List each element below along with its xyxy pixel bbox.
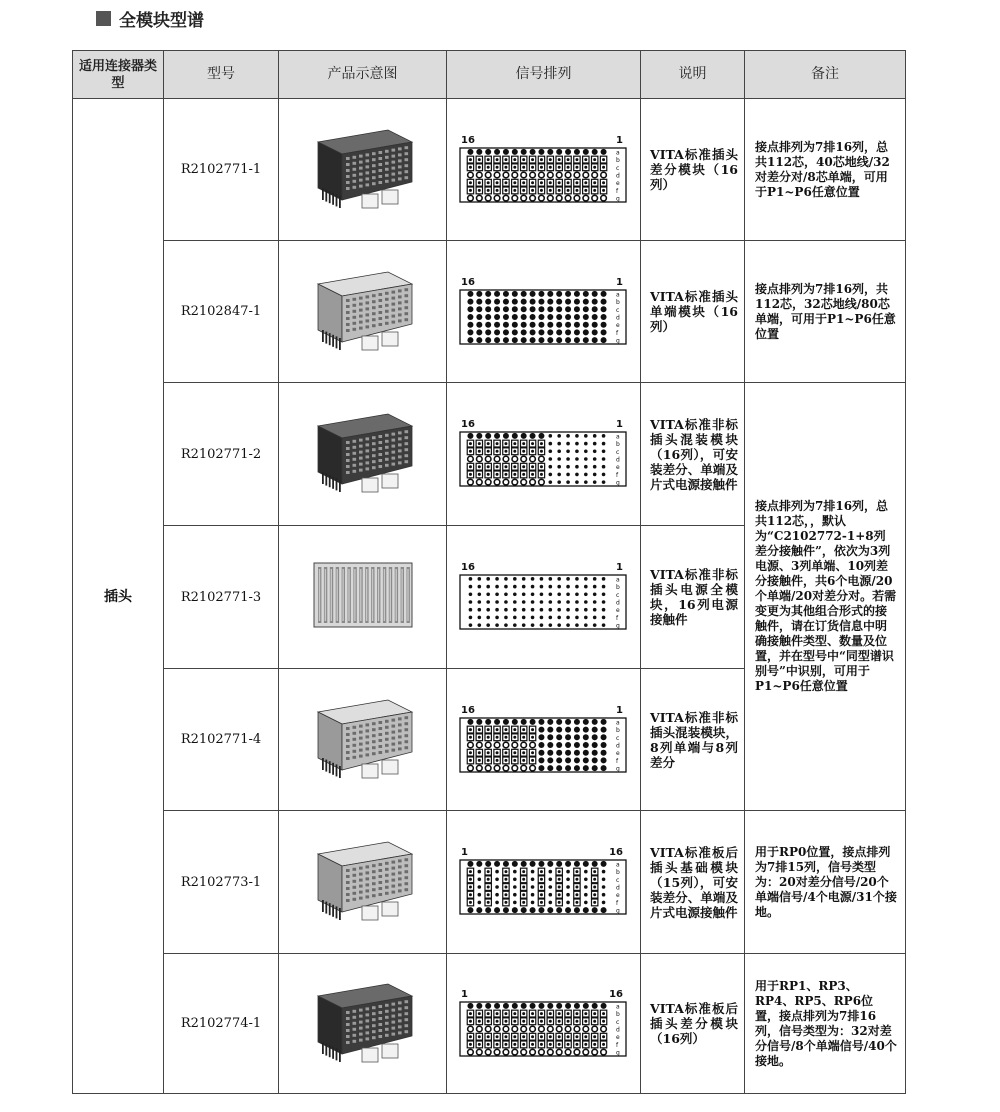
model-number: R2102771-4 [180, 732, 262, 747]
column-number-labels [459, 277, 627, 288]
model-cell [164, 811, 279, 954]
description-text: VITA标准非标插头混装模块，8列单端与8列差分 [650, 709, 738, 770]
signal-layout-cell [447, 954, 641, 1094]
header-signal: 信号排列 [447, 51, 641, 99]
pin-grid [459, 717, 629, 775]
product-image-cell [279, 241, 447, 383]
svg-text:b: b [616, 298, 620, 306]
model-number: R2102847-1 [180, 304, 262, 319]
description-cell [641, 669, 745, 811]
description-text: VITA标准板后插头基础模块（15列），可安装差分、单端及片式电源接触件 [650, 844, 738, 920]
svg-text:d: d [616, 599, 620, 607]
column-number-labels [459, 419, 627, 430]
table-row [73, 811, 906, 954]
pin-grid [459, 147, 629, 205]
connector-module-image [308, 690, 418, 786]
svg-text:b: b [616, 156, 620, 164]
remark-cell [745, 811, 906, 954]
description-cell [641, 811, 745, 954]
description-cell [641, 241, 745, 383]
table-row [73, 99, 906, 241]
connector-type-value: 插头 [104, 589, 132, 605]
model-cell [164, 669, 279, 811]
column-label-right: 1 [616, 276, 623, 288]
remark-text: 接点排列为7排16列，总共112芯，，默认为“C2102772-1+8列差分接触件”，依次为3列电源、3列单端、10列差分接触件，共6个电源/20个单端/20对差分对。若需变更为其他组合形式的接触件，请在订货信息中明确接触件类型、数量及位置，并在型号中“同型谱识别号”中识别，可用于P1~P6任意位置 [755, 499, 897, 693]
column-number-labels [459, 562, 627, 573]
description-cell [641, 383, 745, 526]
column-label-right: 16 [609, 988, 623, 1000]
column-label-left: 16 [461, 276, 475, 288]
description-text: VITA标准插头单端模块（16列） [650, 289, 738, 334]
svg-text:a: a [616, 576, 620, 584]
remark-text: 用于RP1、RP3、RP4、RP5、RP6位置，接点排列为7排16列，信号类型为：32对差分信号/8个单端信号/40个接地。 [755, 978, 897, 1068]
svg-text:c: c [616, 164, 620, 172]
svg-text:f: f [616, 614, 619, 622]
model-cell [164, 383, 279, 526]
connector-type-cell [73, 99, 164, 1094]
svg-text:f: f [616, 899, 619, 907]
svg-text:f: f [616, 187, 619, 195]
description-text: VITA标准板后插头差分模块（16列） [650, 1001, 738, 1046]
svg-text:e: e [616, 464, 620, 472]
svg-text:g: g [616, 765, 620, 773]
signal-layout-cell [447, 811, 641, 954]
table-header-row [73, 51, 906, 99]
description-text: VITA标准插头差分模块（16列） [650, 147, 738, 192]
description-cell [641, 99, 745, 241]
model-number: R2102771-2 [180, 446, 262, 462]
section-title [96, 6, 204, 30]
svg-text:e: e [616, 1033, 620, 1041]
column-label-left: 16 [461, 134, 475, 146]
header-model: 型号 [164, 51, 279, 99]
svg-text:e: e [616, 749, 620, 757]
svg-text:e: e [616, 321, 620, 329]
remark-cell [745, 99, 906, 241]
connector-module-image [308, 404, 418, 500]
connector-module-image [308, 974, 418, 1070]
model-cell [164, 241, 279, 383]
svg-text:a: a [616, 1002, 620, 1010]
svg-text:a: a [616, 148, 620, 156]
svg-text:b: b [616, 726, 620, 734]
column-number-labels [459, 705, 627, 716]
remark-cell [745, 383, 906, 811]
model-number: R2102773-1 [180, 874, 262, 890]
table-row [73, 954, 906, 1094]
column-label-right: 1 [616, 134, 623, 146]
column-number-labels [459, 989, 627, 1000]
connector-module-image [308, 120, 418, 216]
pin-grid [459, 859, 629, 917]
remark-cell [745, 954, 906, 1094]
svg-text:c: c [616, 876, 620, 884]
svg-text:g: g [616, 195, 620, 203]
connector-module-image [308, 262, 418, 358]
remark-cell [745, 241, 906, 383]
header-remarks: 备注 [745, 51, 906, 99]
column-label-left: 16 [461, 704, 475, 716]
pin-grid [459, 289, 629, 347]
description-text: VITA标准非标插头混装模块（16列），可安装差分、单端及片式电源接触件 [650, 416, 738, 492]
pin-grid [459, 574, 629, 632]
column-number-labels [459, 847, 627, 858]
svg-text:g: g [616, 907, 620, 915]
svg-text:g: g [616, 479, 620, 487]
svg-text:f: f [616, 329, 619, 337]
svg-text:g: g [616, 1049, 620, 1057]
svg-text:a: a [616, 433, 620, 441]
remark-text: 接点排列为7排16列，共112芯，32芯地线/80芯单端，可用于P1~P6任意位置 [755, 281, 896, 341]
pin-grid [459, 1001, 629, 1059]
column-label-left: 1 [461, 988, 468, 1000]
table-row [73, 383, 906, 526]
signal-layout-cell [447, 669, 641, 811]
svg-text:g: g [616, 622, 620, 630]
header-connector-type: 适用连接器类型 [73, 51, 164, 99]
header-image: 产品示意图 [279, 51, 447, 99]
model-cell [164, 954, 279, 1094]
model-cell [164, 99, 279, 241]
column-number-labels [459, 135, 627, 146]
model-cell [164, 526, 279, 669]
remark-text: 用于RP0位置，接点排列为7排15列，信号类型为：20对差分信号/20个单端信号/4个电源/31个接地。 [755, 844, 897, 919]
svg-text:f: f [616, 1041, 619, 1049]
product-image-cell [279, 526, 447, 669]
svg-text:f: f [616, 471, 619, 479]
svg-text:d: d [616, 314, 620, 321]
column-label-right: 16 [609, 847, 623, 858]
svg-text:c: c [616, 306, 620, 314]
svg-text:b: b [616, 441, 620, 449]
spec-table [72, 50, 906, 1094]
svg-text:c: c [616, 734, 620, 742]
svg-text:e: e [616, 179, 620, 187]
product-image-cell [279, 669, 447, 811]
signal-layout-cell [447, 383, 641, 526]
section-title-text: 全模块型谱 [119, 10, 204, 31]
svg-text:b: b [616, 869, 620, 877]
connector-module-image [308, 832, 418, 928]
column-label-right: 1 [616, 419, 623, 430]
column-label-right: 1 [616, 562, 623, 573]
description-cell [641, 954, 745, 1094]
svg-text:b: b [616, 584, 620, 592]
product-image-cell [279, 383, 447, 526]
svg-text:a: a [616, 290, 620, 298]
product-image-cell [279, 811, 447, 954]
svg-text:e: e [616, 607, 620, 615]
model-number: R2102774-1 [180, 1016, 262, 1031]
product-image-cell [279, 99, 447, 241]
svg-text:b: b [616, 1010, 620, 1018]
signal-layout-cell [447, 526, 641, 669]
column-label-right: 1 [616, 704, 623, 716]
svg-text:c: c [616, 591, 620, 599]
description-text: VITA标准非标插头电源全模块，16列电源接触件 [650, 567, 738, 627]
square-bullet-icon [96, 11, 111, 26]
description-cell [641, 526, 745, 669]
svg-text:d: d [616, 172, 620, 179]
svg-text:c: c [616, 1018, 620, 1026]
svg-text:a: a [616, 861, 620, 869]
product-image-cell [279, 954, 447, 1094]
svg-text:d: d [616, 456, 620, 464]
column-label-left: 16 [461, 562, 475, 573]
pin-grid [459, 431, 629, 489]
remark-text: 接点排列为7排16列，总共112芯，40芯地线/32对差分对/8芯单端，可用于P1~P6任意位置 [755, 139, 890, 199]
svg-text:e: e [616, 892, 620, 900]
svg-text:f: f [616, 757, 619, 765]
svg-text:a: a [616, 718, 620, 726]
column-label-left: 1 [461, 847, 468, 858]
table-row [73, 241, 906, 383]
svg-text:c: c [616, 448, 620, 456]
signal-layout-cell [447, 241, 641, 383]
model-number: R2102771-1 [180, 162, 262, 177]
svg-text:d: d [616, 1026, 620, 1033]
svg-text:d: d [616, 742, 620, 749]
model-number: R2102771-3 [180, 589, 262, 605]
svg-text:g: g [616, 337, 620, 345]
signal-layout-cell [447, 99, 641, 241]
header-description: 说明 [641, 51, 745, 99]
svg-text:d: d [616, 884, 620, 892]
connector-module-image [308, 547, 418, 643]
column-label-left: 16 [461, 419, 475, 430]
